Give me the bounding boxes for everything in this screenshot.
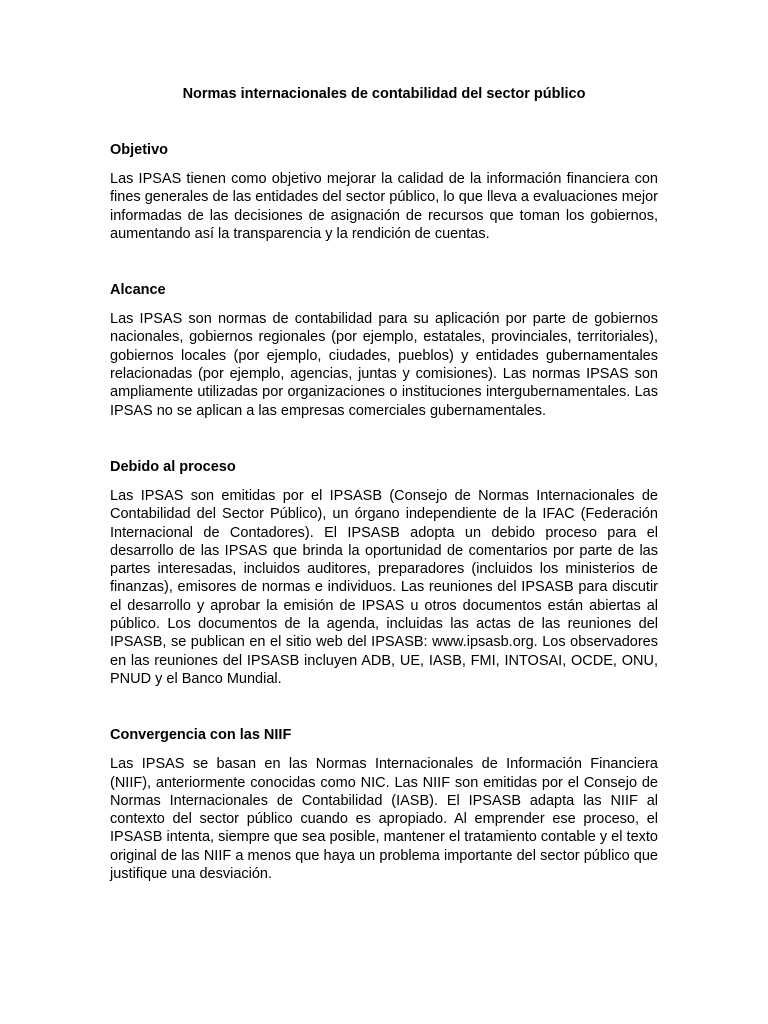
section-heading-alcance: Alcance bbox=[110, 282, 166, 299]
section-alcance bbox=[110, 280, 658, 420]
section-debido-al-proceso bbox=[110, 457, 658, 688]
section-body-alcance: Las IPSAS son normas de contabilidad para su aplicación por parte de gobiernos nacionales, gobiernos regionales (por ejemplo, estatales, provinciales, territoriales), gobiernos locales (por ejemplo, ciudades, pueblos) y entidades gubernamentales relacionadas (por ejemplo, agencias, juntas y comisiones). Las normas IPSAS son ampliamente utilizadas por organizaciones o instituciones intergubernamentales. Las IPSAS no se aplican a las empresas comerciales gubernamentales. bbox=[110, 311, 658, 419]
section-body-debido-al-proceso: Las IPSAS son emitidas por el IPSASB (Consejo de Normas Internacionales de Contabilidad del Sector Público), un órgano independiente de la IFAC (Federación Internacional de Contadores). El IPSASB adopta un debido proceso para el desarrollo de las IPSAS que brinda la oportunidad de comentarios por parte de las partes interesadas, incluidos auditores, preparadores (incluidos los ministerios de finanzas), emisores de normas e individuos. Las reuniones del IPSASB para discutir el desarrollo y aprobar la emisión de IPSAS u otros documentos están abiertas al público. Los documentos de la agenda, incluidas las actas de las reuniones del IPSASB, se publican en el sitio web del IPSASB: www.ipsasb.org. Los observadores en las reuniones del IPSASB incluyen ADB, UE, IASB, FMI, INTOSAI, OCDE, ONU, PNUD y el Banco Mundial. bbox=[110, 487, 658, 687]
section-heading-debido-al-proceso: Debido al proceso bbox=[110, 458, 236, 475]
section-body-objetivo: Las IPSAS tienen como objetivo mejorar la calidad de la información financiera con fines generales de las entidades del sector público, lo que lleva a evaluaciones mejor informadas de las decisiones de asignación de recursos que toman los gobiernos, aumentando así la transparencia y la rendición de cuentas. bbox=[110, 171, 658, 242]
section-heading-objetivo: Objetivo bbox=[110, 142, 169, 158]
section-objetivo bbox=[110, 140, 658, 243]
section-heading-convergencia: Convergencia con las NIIF bbox=[110, 727, 292, 744]
document-page bbox=[110, 84, 658, 883]
section-body-convergencia: Las IPSAS se basan en las Normas Internacionales de Información Financiera (NIIF), anteriormente conocidas como NIC. Las NIIF son emitidas por el Consejo de Normas Internacionales de Contabilidad (IASB). El IPSASB adapta las NIIF al contexto del sector público cuando es apropiado. Al emprender ese proceso, el IPSASB intenta, siempre que sea posible, mantener el tratamiento contable y el texto original de las NIIF a menos que haya un problema importante del sector público que justifique una desviación. bbox=[110, 756, 658, 883]
document-title: Normas internacionales de contabilidad del sector público bbox=[182, 86, 586, 102]
section-convergencia bbox=[110, 725, 658, 883]
